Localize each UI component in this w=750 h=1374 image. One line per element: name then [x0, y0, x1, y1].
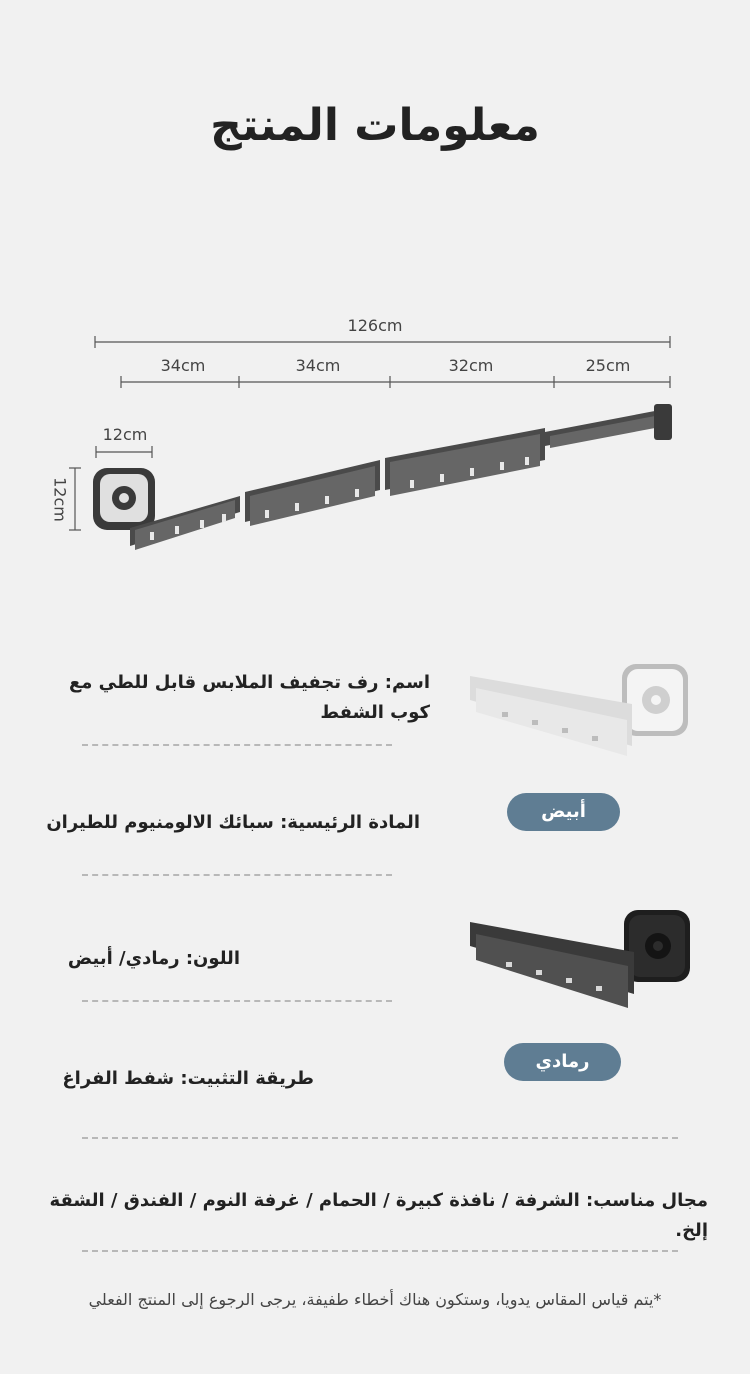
- divider: [82, 1000, 392, 1002]
- variant-white-badge: أبيض: [507, 793, 620, 831]
- gray-rack-image: [466, 908, 696, 1018]
- rack-dimension-diagram: [0, 300, 750, 580]
- divider: [82, 744, 392, 746]
- page-title: معلومات المنتج: [210, 100, 540, 151]
- divider: [82, 1250, 678, 1252]
- usage-info: مجال مناسب: الشرفة / نافذة كبيرة / الحمام / غرفة النوم / الفندق / الشقة إلخ.: [49, 1190, 708, 1241]
- material-info: المادة الرئيسية: سبائك الالومنيوم للطيران: [46, 812, 420, 833]
- color-info: اللون: رمادي/ أبيض: [67, 948, 240, 969]
- divider: [82, 874, 392, 876]
- segment-3-label: 32cm: [448, 356, 494, 375]
- product-name-info: اسم: رف تجفيف الملابس قابل للطي مع كوب الشفط: [68, 672, 430, 723]
- measurement-note: *يتم قياس المقاس يدويا، وستكون هناك أخطاء طفيفة، يرجى الرجوع إلى المنتج الفعلي: [88, 1290, 662, 1309]
- install-info: طريقة التثبيت: شفط الفراغ: [62, 1068, 314, 1089]
- segment-4-label: 25cm: [585, 356, 631, 375]
- total-length-label: 126cm: [347, 316, 403, 335]
- base-height-label: 12cm: [50, 477, 70, 522]
- divider: [82, 1137, 678, 1139]
- variant-gray-badge: رمادي: [504, 1043, 621, 1081]
- base-width-label: 12cm: [102, 425, 148, 444]
- segment-2-label: 34cm: [295, 356, 341, 375]
- segment-1-label: 34cm: [160, 356, 206, 375]
- white-rack-image: [462, 660, 694, 768]
